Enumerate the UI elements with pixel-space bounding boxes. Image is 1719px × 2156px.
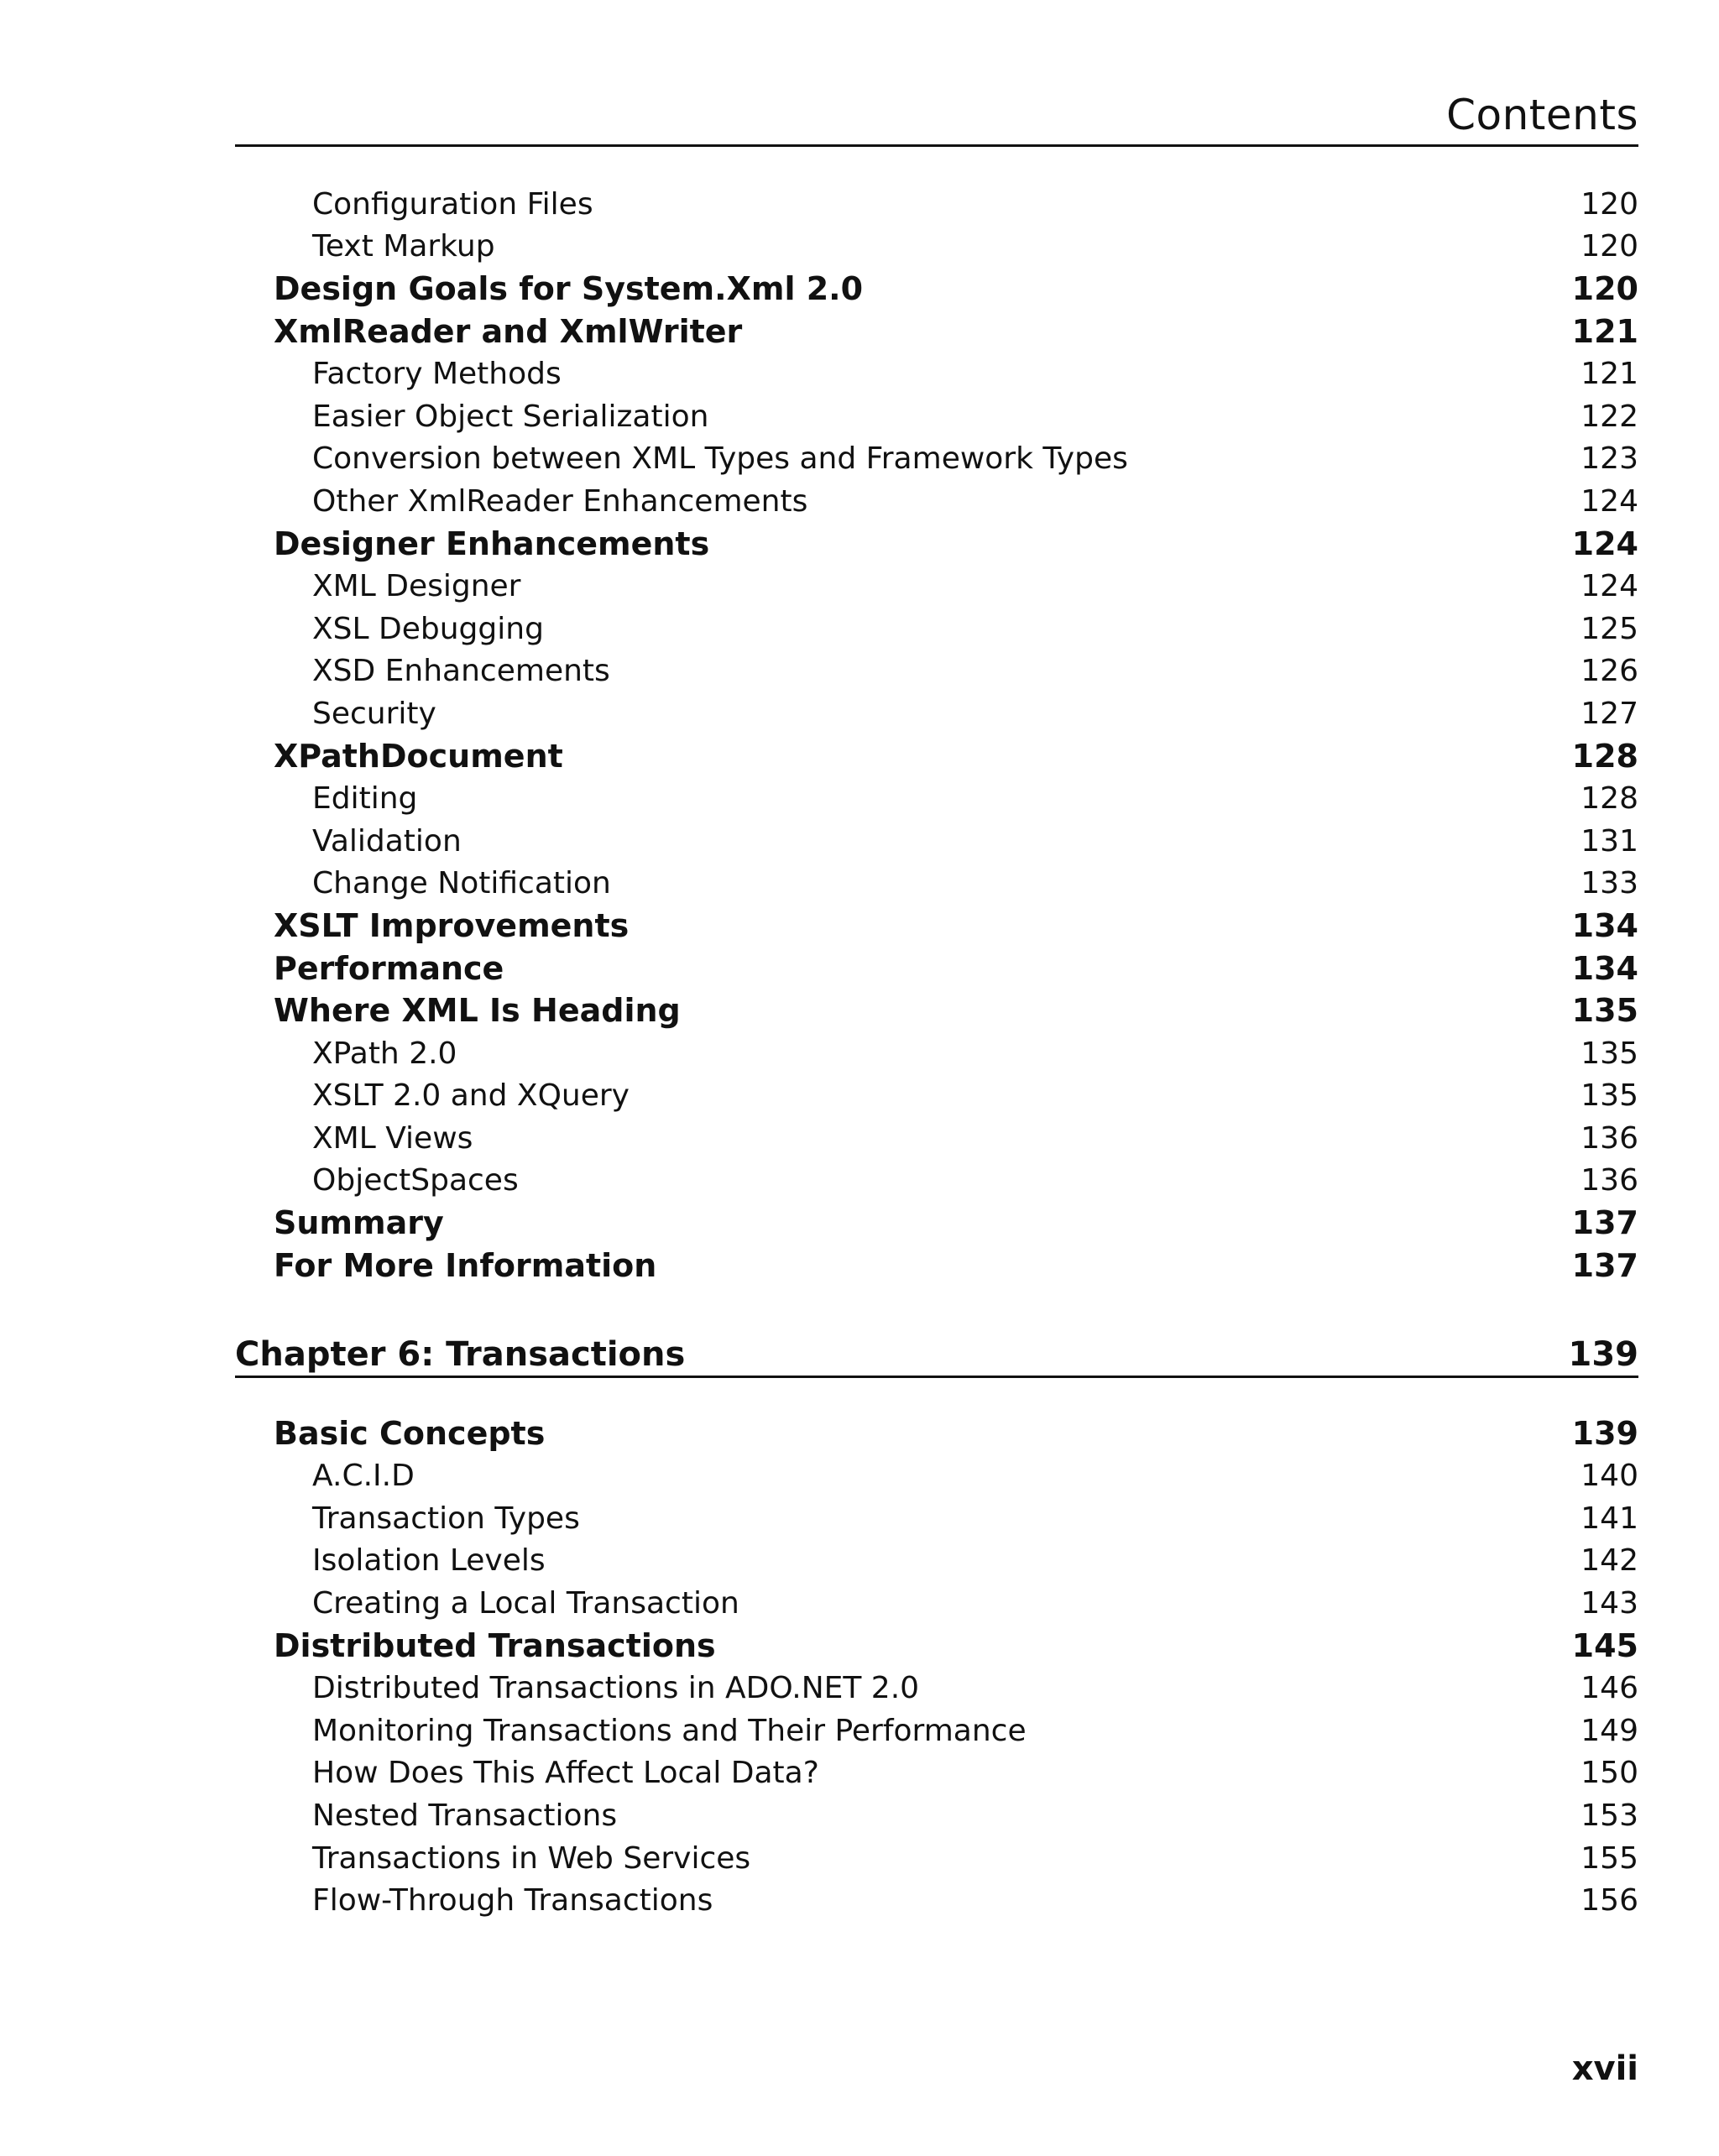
toc-subsection-entry[interactable] — [235, 608, 1638, 650]
toc-subsection-entry[interactable] — [235, 1837, 1638, 1879]
toc-subsection-entry[interactable] — [235, 1075, 1638, 1117]
toc-entry-page-number: 146 — [1581, 1671, 1638, 1706]
toc-subsection-entry[interactable] — [235, 1032, 1638, 1074]
toc-entry-page-number: 156 — [1581, 1883, 1638, 1918]
toc-entry-label: Performance — [274, 949, 504, 987]
toc-entry-label: Flow-Through Transactions — [312, 1883, 713, 1918]
toc-subsection-entry[interactable] — [235, 1497, 1638, 1539]
toc-subsection-entry[interactable] — [235, 352, 1638, 394]
toc-subsection-entry[interactable] — [235, 183, 1638, 225]
toc-entry-page-number: 143 — [1581, 1585, 1638, 1621]
toc-section-entry[interactable] — [235, 947, 1638, 989]
toc-entry-page-number: 120 — [1581, 229, 1638, 264]
toc-entry-page-number: 150 — [1581, 1756, 1638, 1791]
toc-subsection-entry[interactable] — [235, 863, 1638, 905]
toc-section-entry[interactable] — [235, 268, 1638, 310]
toc-entry-page-number: 120 — [1571, 270, 1638, 308]
toc-subsection-entry[interactable] — [235, 1794, 1638, 1836]
toc-entry-page-number: 126 — [1581, 654, 1638, 689]
toc-entry-label: XSLT Improvements — [274, 907, 630, 945]
toc-entry-label: Isolation Levels — [312, 1543, 546, 1579]
toc-entry-label: Distributed Transactions — [274, 1627, 716, 1664]
toc-entry-label: XML Views — [312, 1120, 473, 1156]
toc-entry-label: XPath 2.0 — [312, 1036, 457, 1071]
toc-entry-page-number: 140 — [1581, 1459, 1638, 1494]
toc-subsection-entry[interactable] — [235, 480, 1638, 522]
toc-entry-page-number: 120 — [1581, 186, 1638, 222]
toc-entry-page-number: 121 — [1581, 356, 1638, 391]
toc-entry-page-number: 131 — [1581, 823, 1638, 859]
toc-entry-label: XPathDocument — [274, 737, 563, 775]
chapter-title: Chapter 6: Transactions — [235, 1335, 686, 1374]
toc-subsection-entry[interactable] — [235, 1710, 1638, 1751]
page-title: Contents — [1446, 91, 1638, 139]
toc-entry-label: Distributed Transactions in ADO.NET 2.0 — [312, 1671, 920, 1706]
toc-entry-label: Editing — [312, 780, 418, 816]
toc-subsection-entry[interactable] — [235, 820, 1638, 862]
page-folio: xvii — [1571, 2049, 1638, 2088]
toc-entry-page-number: 122 — [1581, 399, 1638, 434]
toc-entry-page-number: 123 — [1581, 441, 1638, 477]
toc-entry-page-number: 155 — [1581, 1840, 1638, 1876]
toc-subsection-entry[interactable] — [235, 1752, 1638, 1794]
toc-entry-label: XML Designer — [312, 568, 521, 603]
toc-subsection-entry[interactable] — [235, 1582, 1638, 1624]
toc-entry-page-number: 135 — [1581, 1078, 1638, 1114]
toc-section-entry[interactable] — [235, 311, 1638, 352]
toc-entry-label: A.C.I.D — [312, 1459, 415, 1494]
toc-entry-label: Easier Object Serialization — [312, 399, 709, 434]
toc-entry-label: Summary — [274, 1204, 444, 1242]
toc-entry-page-number: 134 — [1571, 949, 1638, 987]
toc-entry-label: Change Notification — [312, 866, 611, 901]
toc-entry-page-number: 135 — [1571, 992, 1638, 1030]
toc-entry-label: Monitoring Transactions and Their Performance — [312, 1713, 1027, 1748]
toc-entry-page-number: 127 — [1581, 696, 1638, 731]
toc-entry-page-number: 121 — [1571, 312, 1638, 350]
toc-subsection-entry[interactable] — [235, 1540, 1638, 1582]
toc-entry-label: XSLT 2.0 and XQuery — [312, 1078, 630, 1114]
toc-entry-page-number: 141 — [1581, 1501, 1638, 1536]
toc-entry-label: Creating a Local Transaction — [312, 1585, 739, 1621]
toc-entry-page-number: 153 — [1581, 1798, 1638, 1833]
toc-entry-label: XmlReader and XmlWriter — [274, 312, 743, 350]
toc-entry-label: Transactions in Web Services — [312, 1840, 751, 1876]
toc-entry-label: Security — [312, 696, 436, 731]
toc-entry-page-number: 136 — [1581, 1120, 1638, 1156]
toc-section-entry[interactable] — [235, 1412, 1638, 1454]
toc-entry-page-number: 128 — [1571, 737, 1638, 775]
toc-section-entry[interactable] — [235, 1625, 1638, 1667]
toc-entry-page-number: 137 — [1571, 1204, 1638, 1242]
toc-entry-page-number: 124 — [1581, 568, 1638, 603]
toc-section-entry[interactable] — [235, 523, 1638, 565]
toc-entry-label: ObjectSpaces — [312, 1163, 519, 1198]
chapter-heading[interactable] — [235, 1328, 1638, 1378]
toc-entry-page-number: 124 — [1571, 525, 1638, 562]
toc-entry-page-number: 133 — [1581, 866, 1638, 901]
toc-entry-page-number: 149 — [1581, 1713, 1638, 1748]
toc-subsection-entry[interactable] — [235, 1160, 1638, 1202]
toc-subsection-entry[interactable] — [235, 692, 1638, 734]
toc-entry-label: Other XmlReader Enhancements — [312, 483, 808, 519]
toc-entry-page-number: 145 — [1571, 1627, 1638, 1664]
toc-entry-page-number: 139 — [1571, 1415, 1638, 1452]
toc-entry-page-number: 128 — [1581, 780, 1638, 816]
toc-entry-label: Nested Transactions — [312, 1798, 618, 1833]
toc-subsection-entry[interactable] — [235, 438, 1638, 480]
toc-entry-page-number: 124 — [1581, 483, 1638, 519]
toc-entry-label: XSD Enhancements — [312, 654, 610, 689]
toc-section-entry[interactable] — [235, 905, 1638, 947]
toc-subsection-entry[interactable] — [235, 777, 1638, 819]
toc-subsection-entry[interactable] — [235, 226, 1638, 268]
toc-section-entry[interactable] — [235, 1202, 1638, 1244]
toc-entry-label: Configuration Files — [312, 186, 593, 222]
toc-subsection-entry[interactable] — [235, 650, 1638, 692]
toc-entry-page-number: 142 — [1581, 1543, 1638, 1579]
toc-entry-label: Conversion between XML Types and Framework Types — [312, 441, 1128, 477]
toc-section-entry[interactable] — [235, 735, 1638, 777]
toc-entry-label: XSL Debugging — [312, 611, 544, 646]
toc-section-entry[interactable] — [235, 1245, 1638, 1287]
toc-entry-page-number: 137 — [1571, 1247, 1638, 1284]
toc-entry-label: Validation — [312, 823, 462, 859]
toc-entry-label: Design Goals for System.Xml 2.0 — [274, 270, 864, 308]
toc-entry-label: How Does This Affect Local Data? — [312, 1756, 819, 1791]
chapter-page-number: 139 — [1568, 1335, 1638, 1374]
toc-entry-page-number: 134 — [1571, 907, 1638, 945]
toc-entry-page-number: 125 — [1581, 611, 1638, 646]
toc-section-entry[interactable] — [235, 989, 1638, 1031]
toc-subsection-entry[interactable] — [235, 1668, 1638, 1710]
toc-entry-label: Factory Methods — [312, 356, 562, 391]
toc-subsection-entry[interactable] — [235, 565, 1638, 607]
toc-subsection-entry[interactable] — [235, 395, 1638, 437]
toc-entry-label: Designer Enhancements — [274, 525, 710, 562]
toc-entry-label: Transaction Types — [312, 1501, 580, 1536]
toc-entry-label: Where XML Is Heading — [274, 992, 681, 1030]
toc-subsection-entry[interactable] — [235, 1455, 1638, 1497]
toc-entry-page-number: 136 — [1581, 1163, 1638, 1198]
page-header — [235, 84, 1638, 147]
toc-entry-page-number: 135 — [1581, 1036, 1638, 1071]
toc-entry-label: Text Markup — [312, 229, 495, 264]
toc-entry-label: Basic Concepts — [274, 1415, 546, 1452]
toc-subsection-entry[interactable] — [235, 1117, 1638, 1159]
toc-subsection-entry[interactable] — [235, 1880, 1638, 1922]
toc-entry-label: For More Information — [274, 1247, 657, 1284]
